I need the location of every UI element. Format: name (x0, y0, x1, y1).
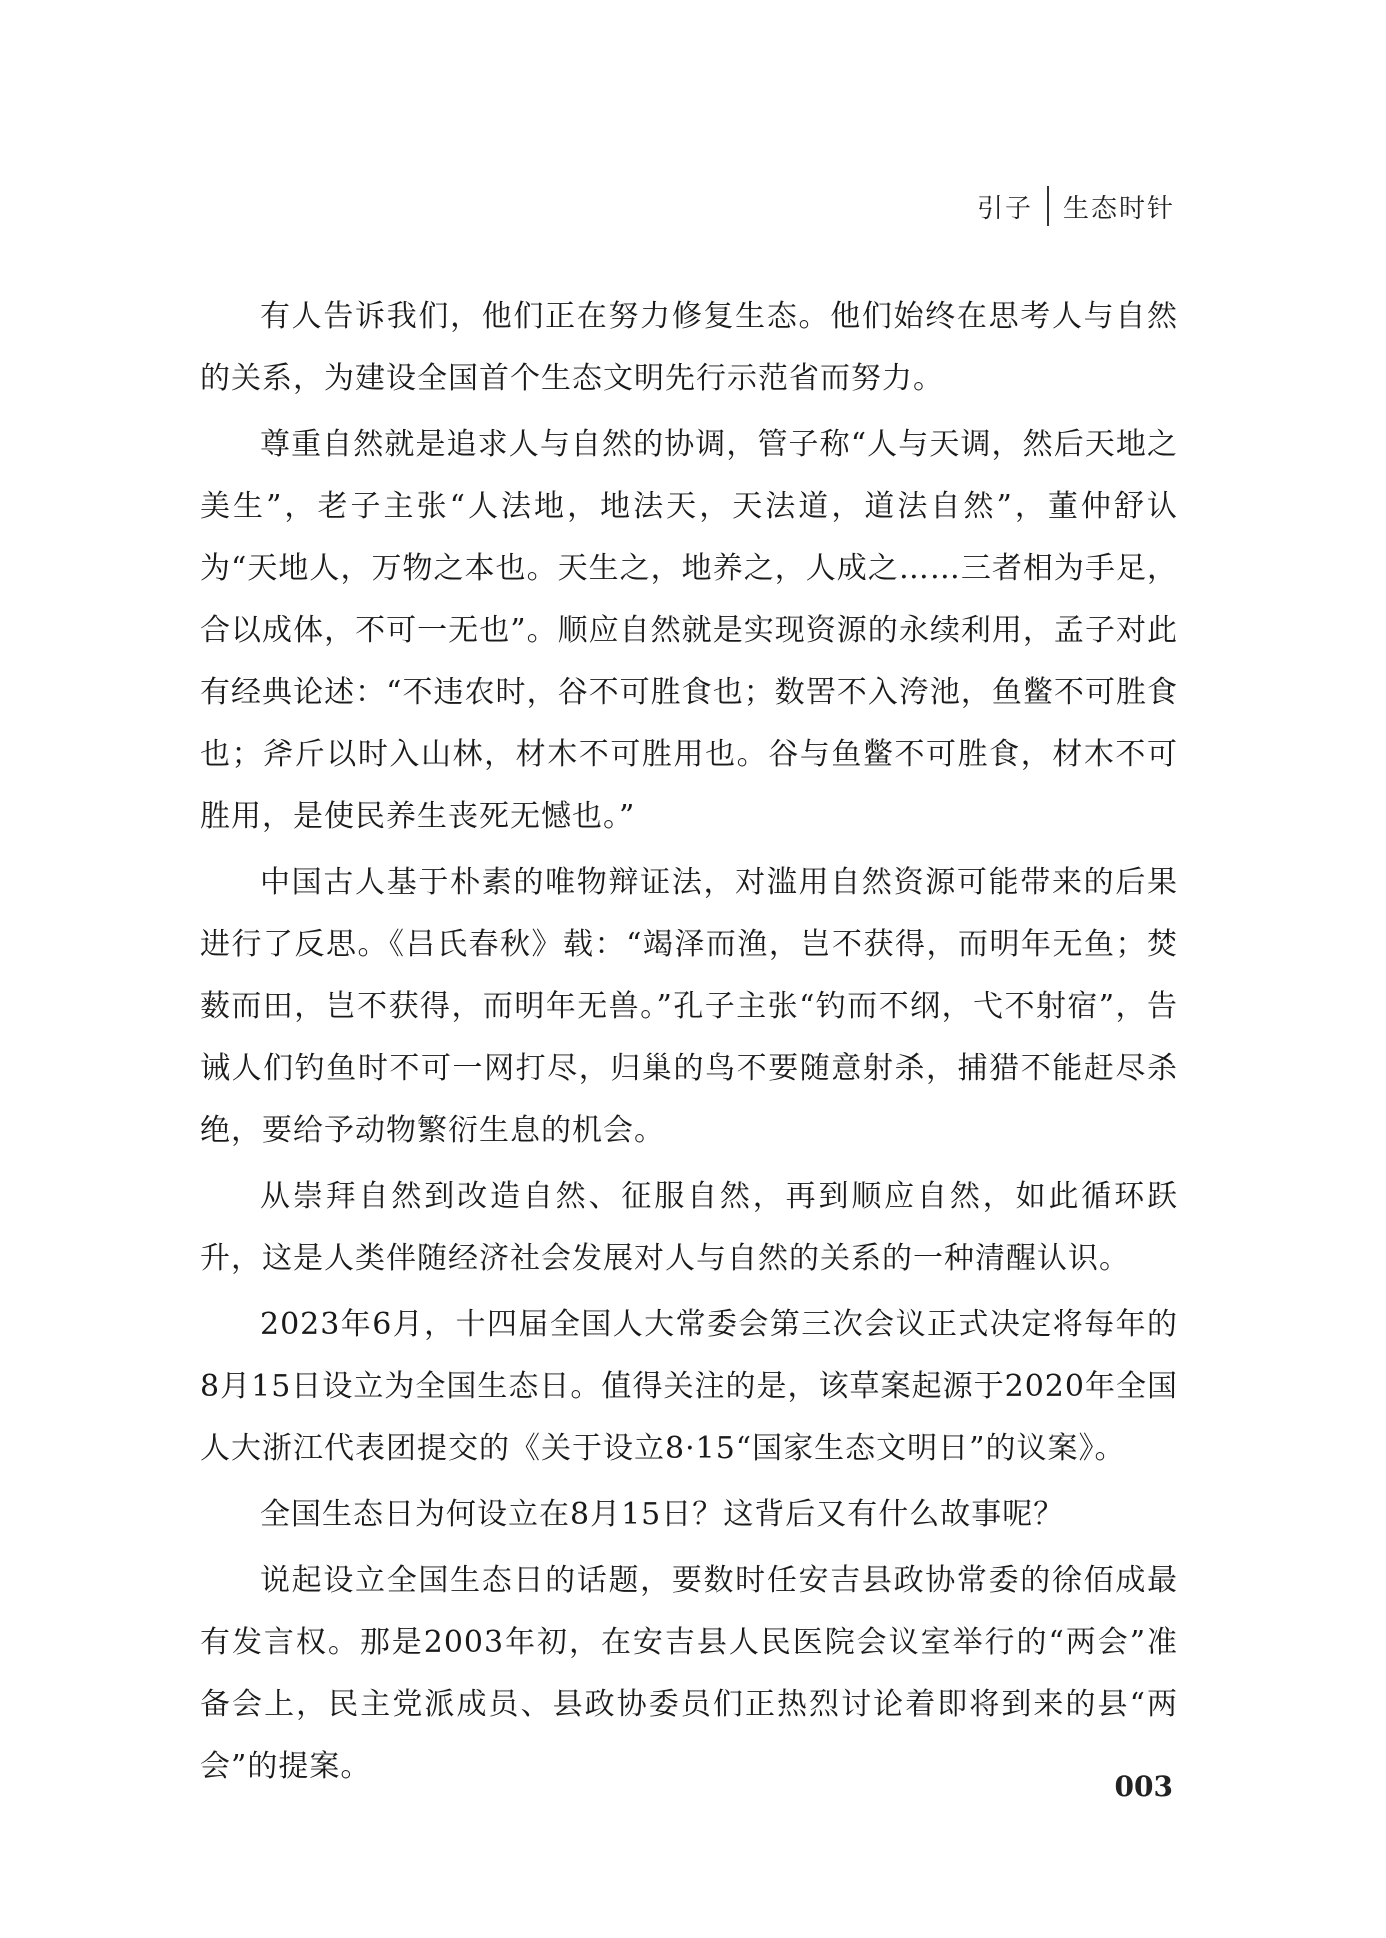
paragraph-7: 说起设立全国生态日的话题，要数时任安吉县政协常委的徐佰成最有发言权。那是2003年初，在安吉县人民医院会议室举行的“两会”准备会上，民主党派成员、县政协委员们正热烈讨论着即将到来的县“两会”的提案。 (200, 1563, 1178, 1784)
paragraph-6: 全国生态日为何设立在8月15日？这背后又有什么故事呢？ (260, 1497, 1065, 1532)
paragraph-1: 有人告诉我们，他们正在努力修复生态。他们始终在思考人与自然的关系，为建设全国首个生态文明先行示范省而努力。 (200, 299, 1178, 396)
body-text (200, 286, 1178, 1802)
paragraph-2: 尊重自然就是追求人与自然的协调，管子称“人与天调，然后天地之美生”，老子主张“人法地，地法天，天法道，道法自然”，董仲舒认为“天地人，万物之本也。天生之，地养之，人成之……三者相为手足，合以成体，不可一无也”。顺应自然就是实现资源的永续利用，孟子对此有经典论述：“不违农时，谷不可胜食也；数罟不入洿池，鱼鳖不可胜食也；斧斤以时入山林，材木不可胜用也。谷与鱼鳖不可胜食，材木不可胜用，是使民养生丧死无憾也。” (200, 427, 1178, 834)
header-divider (1047, 186, 1049, 226)
page-number: 003 (1114, 1770, 1173, 1803)
running-header (977, 186, 1175, 226)
paragraph-3: 中国古人基于朴素的唯物辩证法，对滥用自然资源可能带来的后果进行了反思。《吕氏春秋》载：“竭泽而渔，岂不获得，而明年无鱼；焚薮而田，岂不获得，而明年无兽。”孔子主张“钓而不纲，弋不射宿”，告诫人们钓鱼时不可一网打尽，归巢的鸟不要随意射杀，捕猎不能赶尽杀绝，要给予动物繁衍生息的机会。 (200, 865, 1178, 1148)
paragraph-5: 2023年6月，十四届全国人大常委会第三次会议正式决定将每年的8月15日设立为全国生态日。值得关注的是，该草案起源于2020年全国人大浙江代表团提交的《关于设立8·15“国家生态文明日”的议案》。 (200, 1307, 1178, 1466)
paragraph-4: 从崇拜自然到改造自然、征服自然，再到顺应自然，如此循环跃升，这是人类伴随经济社会发展对人与自然的关系的一种清醒认识。 (200, 1179, 1178, 1276)
chapter-label: 引子 (976, 193, 1033, 224)
section-label: 生态时针 (1062, 193, 1175, 224)
